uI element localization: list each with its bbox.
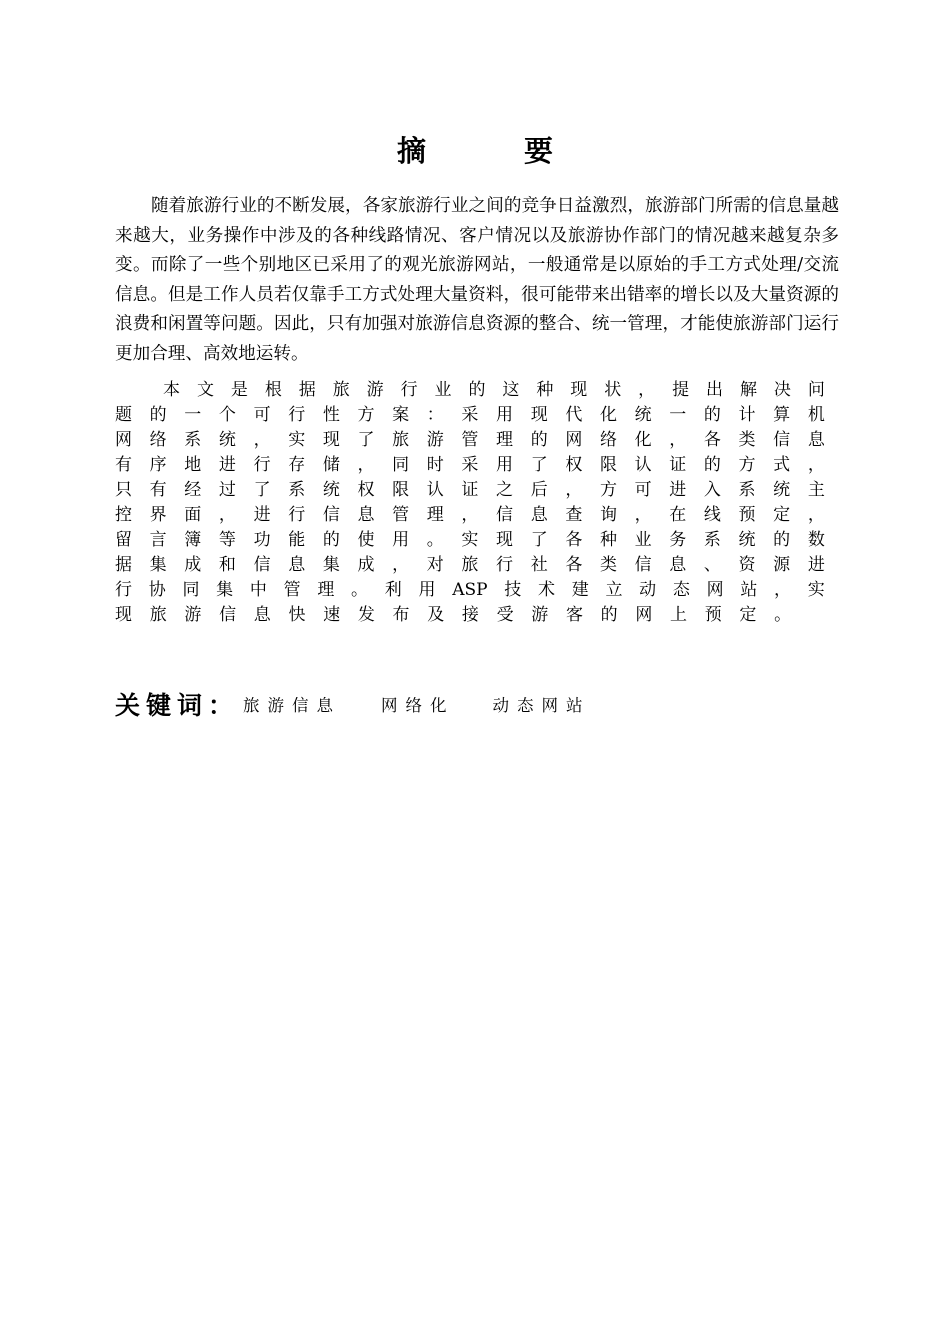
keyword-1: 旅游信息 [243,696,342,715]
abstract-paragraph-1: 随着旅游行业的不断发展，各家旅游行业之间的竞争日益激烈，旅游部门所需的信息量越来越大，业务操作中涉及的各种线路情况、客户情况以及旅游协作部门的情况越来越复杂多变。而除了一些个别地区已采用了的观光旅游网站，一般通常是以原始的手工方式处理/交流信息。但是工作人员若仅靠手工方式处理大量资料，很可能带来出错率的增长以及大量资源的浪费和闲置等问题。因此，只有加强对旅游信息资源的整合、统一管理，才能使旅游部门运行更加合理、高效地运转。 [115,196,839,364]
paragraph-2-line: 留 言 簿 等 功 能 的 使 用 。 实 现 了 各 种 业 务 系 统 的 数 [115,530,825,550]
paragraph-2-line: 控 界 面 ， 进 行 信 息 管 理 ， 信 息 查 询 ， 在 线 预 定 ， [115,505,825,525]
keywords-label: 关键词： [115,691,240,720]
abstract-paragraph-2 [115,378,825,628]
paragraph-2-line: 题 的 一 个 可 行 性 方 案 ： 采 用 现 代 化 统 一 的 计 算 机 [115,405,825,425]
paragraph-2-line: 现 旅 游 信 息 快 速 发 布 及 接 受 游 客 的 网 上 预 定 。 [115,605,792,625]
paragraph-2-line: 本 文 是 根 据 旅 游 行 业 的 这 种 现 状 ， 提 出 解 决 问 [163,380,825,400]
page-title: 摘 要 [396,134,598,168]
keywords-line [115,686,591,722]
keyword-2: 网络化 [381,696,455,715]
keyword-3: 动态网站 [492,696,591,715]
paragraph-2-line: 网 络 系 统 ， 实 现 了 旅 游 管 理 的 网 络 化 ， 各 类 信 息 [115,430,825,450]
paragraph-2-line: 行 协 同 集 中 管 理 。 利 用 ASP 技 术 建 立 动 态 网 站 ， 实 [115,580,825,600]
paragraph-2-line: 有 序 地 进 行 存 储 ， 同 时 采 用 了 权 限 认 证 的 方 式 ， [115,455,825,475]
paragraph-2-line: 据 集 成 和 信 息 集 成 ， 对 旅 行 社 各 类 信 息 、 资 源 进 [115,555,825,575]
paragraph-2-line: 只 有 经 过 了 系 统 权 限 认 证 之 后 ， 方 可 进 入 系 统 主 [115,480,825,500]
